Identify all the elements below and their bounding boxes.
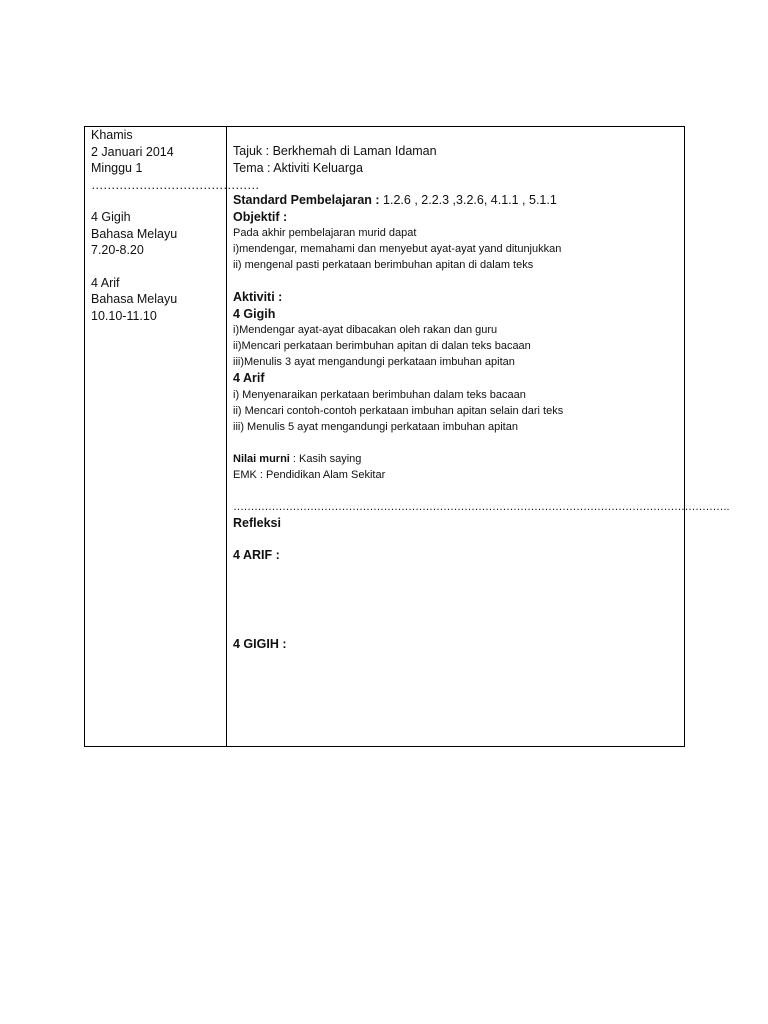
left-dots-separator: ……………………………………: [91, 177, 259, 192]
refleksi-label: Refleksi: [233, 515, 281, 530]
refleksi-arif: 4 ARIF :: [233, 548, 280, 562]
arif-line-1: i) Menyenaraikan perkataan berimbuhan dalam teks bacaan: [233, 388, 526, 401]
objektif-label: Objektif :: [233, 209, 288, 224]
objektif-line-2: i)mendengar, memahami dan menyebut ayat-ayat yand ditunjukkan: [233, 243, 562, 255]
arif-line-3: iii) Menulis 5 ayat mengandungi perkataan imbuhan apitan: [233, 420, 518, 433]
gigih-line-3: iii)Menulis 3 ayat mengandungi perkataan imbuhan apitan: [233, 356, 515, 368]
right-dots-separator: …………………………………………………………………………………………………………………………….: [233, 500, 730, 513]
tema: Tema : Aktiviti Keluarga: [233, 160, 363, 175]
nilai-murni: [233, 451, 683, 467]
standard-pembelajaran: [233, 192, 683, 209]
gigih-line-1: i)Mendengar ayat-ayat dibacakan oleh rakan dan guru: [233, 324, 498, 336]
nilai-label: Nilai murni: [233, 452, 290, 465]
standard-value: 1.2.6 , 2.2.3 ,3.2.6, 4.1.1 , 5.1.1: [379, 193, 557, 207]
nilai-value: : Kasih saying: [289, 452, 362, 465]
column-divider: [226, 127, 227, 746]
tajuk: Tajuk : Berkhemah di Laman Idaman: [233, 144, 437, 158]
arif-label: 4 Arif: [233, 371, 265, 385]
class1-subject: Bahasa Melayu: [91, 226, 178, 241]
arif-line-2: ii) Mencari contoh-contoh perkataan imbuhan apitan selain dari teks: [233, 404, 564, 417]
class1-name: 4 Gigih: [91, 210, 131, 224]
objektif-line-3: ii) mengenal pasti perkataan berimbuhan apitan di dalam teks: [233, 259, 534, 271]
right-column: [233, 143, 730, 652]
class2-time: 10.10-11.10: [91, 308, 157, 323]
class1-time: 7.20-8.20: [91, 243, 144, 257]
class2-subject: Bahasa Melayu: [91, 292, 178, 306]
refleksi-gigih: 4 GIGIH :: [233, 636, 287, 651]
week: Minggu 1: [91, 161, 143, 175]
day: Khamis: [91, 128, 133, 142]
objektif-line-1: Pada akhir pembelajaran murid dapat: [233, 227, 417, 239]
emk: EMK : Pendidikan Alam Sekitar: [233, 468, 386, 481]
aktiviti-label: Aktiviti :: [233, 290, 283, 304]
gigih-line-2: ii)Mencari perkataan berimbuhan apitan di dalan teks bacaan: [233, 340, 531, 352]
standard-label: Standard Pembelajaran :: [233, 193, 380, 207]
gigih-label: 4 Gigih: [233, 306, 276, 321]
class2-name: 4 Arif: [91, 275, 120, 290]
lesson-plan-table: [84, 126, 730, 747]
date: 2 Januari 2014: [91, 144, 174, 159]
